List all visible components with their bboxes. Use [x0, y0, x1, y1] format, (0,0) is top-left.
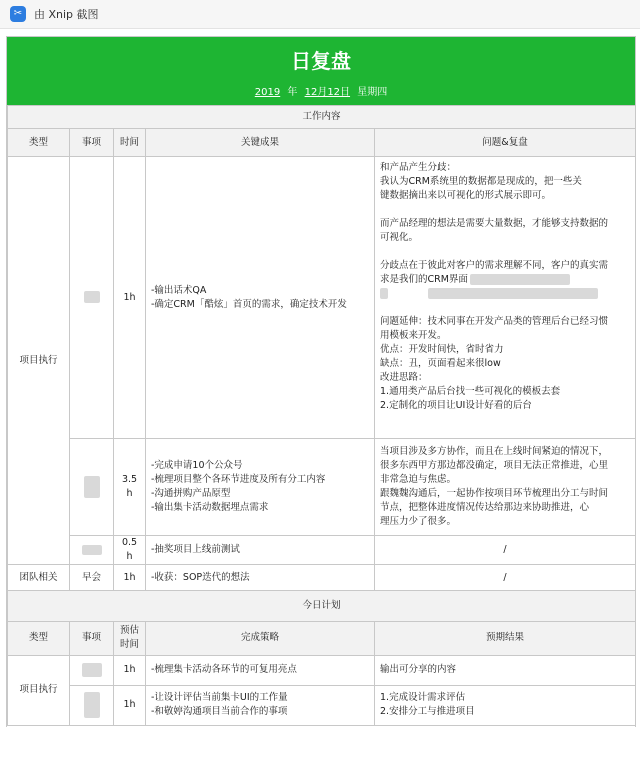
type-cell: 团队相关 [8, 565, 70, 591]
item-cell [70, 655, 114, 685]
review-line: 改进思路： [380, 372, 428, 383]
review-blank-line [380, 301, 630, 315]
result-line: 1.完成设计需求评估 [380, 692, 466, 703]
time-cell: 1h [114, 655, 146, 685]
time-cell: 1h [114, 157, 146, 439]
results-cell: -抽奖项目上线前测试 [146, 536, 375, 565]
header-cell: 预期结果 [375, 621, 636, 655]
review-blank-line [380, 245, 630, 259]
results-cell: -收获：SOP迭代的想法 [146, 565, 375, 591]
review-line: 我认为CRM系统里的数据都是现成的，把一些关 [380, 176, 582, 187]
result-line: -完成申请10个公众号 [151, 460, 243, 471]
item-cell [70, 439, 114, 536]
header-cell: 事项 [70, 129, 114, 157]
window-title: 由 Xnip 截图 [34, 8, 99, 21]
header-cell: 问题&复盘 [375, 129, 636, 157]
table-row [8, 685, 636, 725]
review-line: 缺点：丑，页面看起来很low [380, 358, 501, 369]
header-cell: 预估时间 [114, 621, 146, 655]
review-line: 而产品经理的想法是需要大量数据，才能够支持数据的 [380, 218, 609, 229]
strategy-cell [146, 685, 375, 725]
result-line: -梳理项目整个各环节进度及所有分工内容 [151, 474, 326, 485]
review-line: 节点，把整体进度情况传达给那边来协助推进，心 [380, 502, 590, 513]
review-notes-cell: / [375, 536, 636, 565]
result-cell: 输出可分享的内容 [375, 655, 636, 685]
review-line: 非常急迫与焦虑。 [380, 474, 457, 485]
review-line: 问题延伸：技术同事在开发产品类的管理后台已经习惯 [380, 316, 609, 327]
review-line [380, 287, 630, 301]
header-cell: 类型 [8, 129, 70, 157]
review-line [380, 273, 630, 287]
table-row [8, 655, 636, 685]
time-cell: 1h [114, 565, 146, 591]
table-row [8, 439, 636, 536]
date-year-unit: 年 [287, 87, 298, 98]
strategy-line: -让设计评估当前集卡UI的工作量 [151, 692, 288, 703]
review-line: 当项目涉及多方协作，而且在上线时间紧迫的情况下， [380, 446, 609, 457]
date-year: 2019 [254, 87, 281, 98]
review-section-row [8, 106, 636, 129]
results-cell [146, 439, 375, 536]
plan-section-title: 今日计划 [8, 591, 636, 621]
result-line: -输出话术QA [151, 284, 207, 296]
review-notes-cell [375, 157, 636, 439]
redacted-block [84, 692, 100, 718]
review-line: 2.定制化的项目让UI设计好看的后台 [380, 400, 532, 411]
review-section-title: 工作内容 [8, 106, 636, 129]
redacted-block [82, 663, 102, 677]
type-cell: 项目执行 [8, 655, 70, 725]
item-cell [70, 685, 114, 725]
review-table [7, 106, 636, 591]
review-line-text: 求是我们的CRM界面 [380, 274, 468, 285]
redacted-block [84, 291, 100, 303]
results-cell [146, 157, 375, 439]
review-header-row [8, 129, 636, 157]
header-cell: 关键成果 [146, 129, 375, 157]
date-month-day: 12月12日 [304, 87, 351, 98]
page-title: 日复盘 [291, 49, 351, 73]
review-line: 分歧点在于彼此对客户的需求理解不同，客户的真实需 [380, 260, 609, 271]
redacted-block [84, 476, 100, 498]
time-cell: 3.5h [114, 439, 146, 536]
review-line: 优点：开发时间快，省时省力 [380, 344, 504, 355]
page-bottom-margin [0, 727, 640, 761]
result-line: -沟通拼购产品原型 [151, 488, 231, 499]
result-line: 2.安排分工与推进项目 [380, 706, 475, 717]
plan-table [7, 591, 636, 726]
review-blank-line [380, 203, 630, 217]
plan-header-row [8, 621, 636, 655]
item-cell [70, 157, 114, 439]
header-cell: 类型 [8, 621, 70, 655]
xnip-app-icon: ✂ [10, 6, 26, 22]
result-cell [375, 685, 636, 725]
strategy-line: -和敬婷沟通项目当前合作的事项 [151, 706, 288, 717]
title-banner [7, 37, 635, 106]
review-line: 键数据摘出来以可视化的形式展示即可。 [380, 190, 552, 201]
strategy-cell: -梳理集卡活动各环节的可复用亮点 [146, 655, 375, 685]
table-row [8, 536, 636, 565]
type-cell: 项目执行 [8, 157, 70, 565]
table-row [8, 565, 636, 591]
review-notes-cell: / [375, 565, 636, 591]
redacted-block [82, 545, 102, 555]
time-cell: 0.5h [114, 536, 146, 565]
review-notes-cell [375, 439, 636, 536]
review-line: 跟魏魏沟通后，一起协作按项目环节梳理出分工与时间 [380, 488, 609, 499]
plan-section-row [8, 591, 636, 621]
header-cell: 时间 [114, 129, 146, 157]
review-line: 1.通用类产品后台找一些可视化的模板去套 [380, 386, 561, 397]
review-line: 很多东西甲方那边都没确定，项目无法正常推进，心里 [380, 460, 609, 471]
date-line [7, 83, 635, 98]
review-line: 可视化。 [380, 232, 419, 243]
item-cell: 早会 [70, 565, 114, 591]
redacted-block [428, 288, 598, 299]
result-line: -输出集卡活动数据埋点需求 [151, 502, 269, 513]
review-line: 用模板来开发。 [380, 330, 447, 341]
table-row [8, 157, 636, 439]
date-weekday: 星期四 [357, 87, 388, 98]
window-titlebar [0, 0, 640, 29]
time-cell: 1h [114, 685, 146, 725]
header-cell: 事项 [70, 621, 114, 655]
redacted-block [470, 274, 570, 285]
daily-review-sheet [6, 36, 636, 728]
redacted-block [380, 288, 388, 299]
header-cell: 完成策略 [146, 621, 375, 655]
review-line: 和产品产生分歧： [380, 162, 457, 173]
result-line: -确定CRM「酷炫」首页的需求，确定技术开发 [151, 298, 347, 310]
review-line: 理压力少了很多。 [380, 516, 457, 527]
item-cell [70, 536, 114, 565]
